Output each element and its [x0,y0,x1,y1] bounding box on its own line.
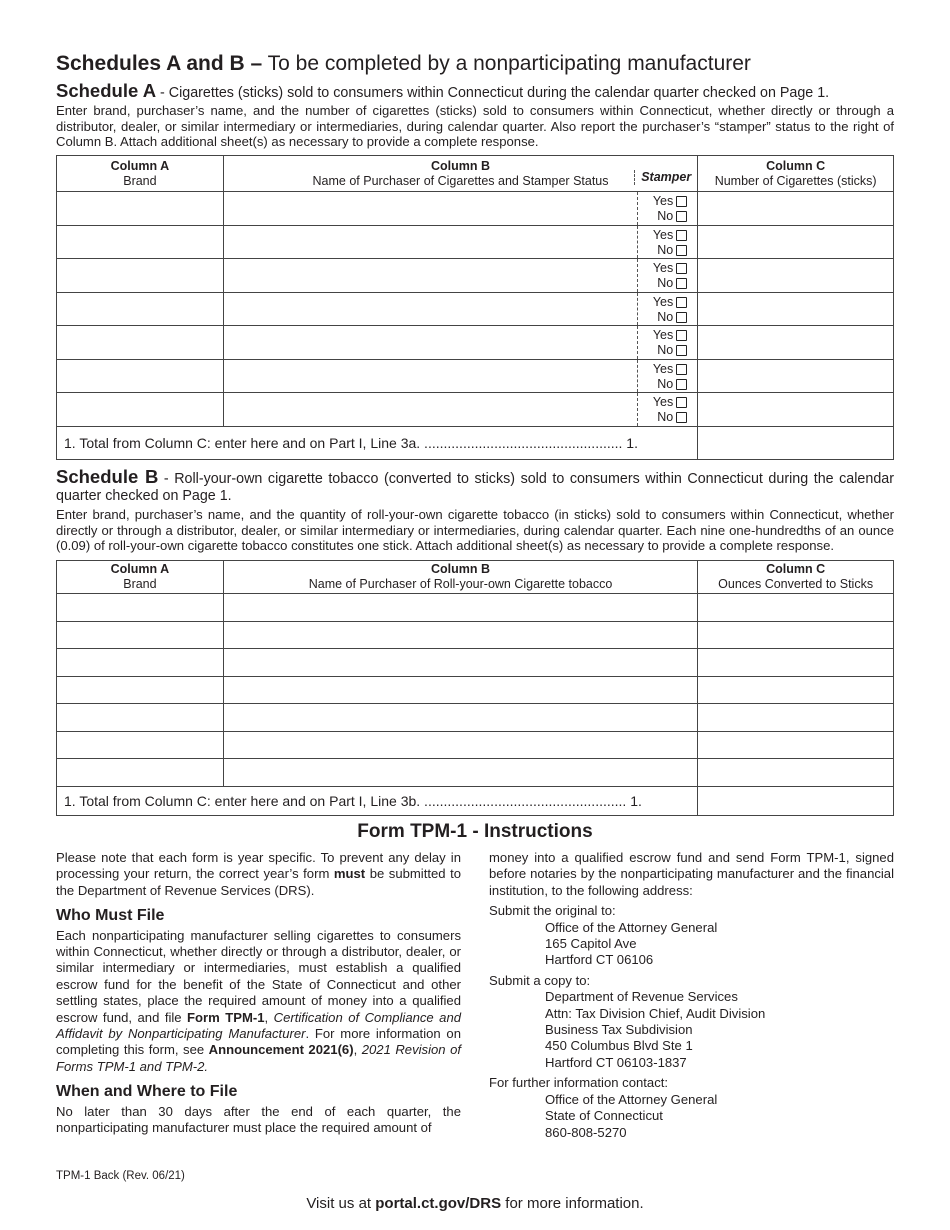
stamper-yes-option[interactable] [638,395,687,410]
when-where-text-continued: money into a qualified escrow fund and send Form TPM-1, signed before notaries by the nonparticipating manufacturer and the financial institution, to the following address: [489,850,894,898]
checkbox[interactable] [676,263,687,274]
col-a-header: Column A Brand [57,561,224,594]
instructions-left-column [56,850,461,1137]
col-c-header: Column C Number of Cigarettes (sticks) [698,156,894,192]
footer-visit: Visit us at portal.ct.gov/DRS for more information. [306,1195,644,1212]
brand-cell[interactable] [57,704,224,732]
ounces-cell[interactable] [698,649,894,677]
purchaser-cell[interactable] [223,359,697,393]
checkbox[interactable] [676,330,687,341]
stamper-status [637,360,697,393]
checkbox[interactable] [676,397,687,408]
checkbox[interactable] [676,312,687,323]
address-line: 450 Columbus Blvd Ste 1 [545,1038,693,1054]
stamper-yes-option[interactable] [638,194,687,209]
portal-link[interactable]: portal.ct.gov/DRS [375,1195,502,1212]
stamper-no-option[interactable] [638,377,687,392]
stamper-status [637,259,697,292]
table-row [57,704,894,732]
checkbox[interactable] [676,278,687,289]
stamper-no-label: No [657,276,674,290]
when-where-heading: When and Where to File [56,1083,238,1101]
brand-cell[interactable] [57,259,224,293]
brand-cell[interactable] [57,649,224,677]
ounces-cell[interactable] [698,676,894,704]
checkbox[interactable] [676,211,687,222]
brand-cell[interactable] [57,621,224,649]
stamper-no-option[interactable] [638,276,687,291]
brand-cell[interactable] [57,393,224,427]
checkbox[interactable] [676,412,687,423]
checkbox[interactable] [676,379,687,390]
purchaser-cell[interactable] [223,594,697,622]
table-row [57,621,894,649]
purchaser-cell[interactable] [223,649,697,677]
table-row [57,731,894,759]
table-row [57,393,894,427]
cigarette-count-cell[interactable] [698,393,894,427]
year-note: Please note that each form is year specific. To prevent any delay in processing your return, the correct year’s form must be submitted to the Department of Revenue Services (DRS). [56,850,461,898]
address-line: State of Connecticut [545,1108,663,1124]
table-row [57,326,894,360]
copy-address: Submit a copy to: Department of Revenue Services Attn: Tax Division Chief, Audit Division Business Tax Subdivision 450 Columbus Blvd Ste 1 Hartford CT 06103-1837 [489,973,894,1071]
purchaser-cell[interactable] [223,759,697,787]
schedule-a-intro: Enter brand, purchaser’s name, and the number of cigarettes (sticks) sold to consumers within Connecticut, whether directly or through a distributor, dealer, or similar intermediary or intermediaries, during calendar quarter. Also report the purchaser’s “stamper” status to the right of Column B. Attach additional sheet(s) as necessary to provide a complete response. [56,103,894,149]
instructions-right-column [489,850,894,1141]
stamper-no-option[interactable] [638,209,687,224]
when-where-text: No later than 30 days after the end of each quarter, the nonparticipating manufacturer must place the required amount of [56,1103,461,1136]
brand-cell[interactable] [57,225,224,259]
stamper-yes-label: Yes [652,227,674,242]
purchaser-cell[interactable] [223,225,697,259]
brand-cell[interactable] [57,292,224,326]
purchaser-cell[interactable] [223,292,697,326]
checkbox[interactable] [676,196,687,207]
address-line: Business Tax Subdivision [545,1022,693,1038]
ounces-cell[interactable] [698,731,894,759]
stamper-status [637,326,697,359]
stamper-no-option[interactable] [638,310,687,325]
checkbox[interactable] [676,345,687,356]
brand-cell[interactable] [57,192,224,226]
purchaser-cell[interactable] [223,326,697,360]
stamper-status [637,293,697,326]
stamper-yes-label: Yes [652,361,674,376]
total-label: 1. Total from Column C: enter here and on Part I, Line 3a. ................................................... 1. [57,426,698,459]
ounces-cell[interactable] [698,759,894,787]
checkbox[interactable] [676,297,687,308]
checkbox[interactable] [676,230,687,241]
stamper-no-label: No [657,343,674,357]
cigarette-count-cell[interactable] [698,359,894,393]
col-c-header: Column C Ounces Converted to Sticks [698,561,894,594]
ounces-cell[interactable] [698,594,894,622]
brand-cell[interactable] [57,676,224,704]
address-line: Hartford CT 06106 [545,952,654,968]
purchaser-cell[interactable] [223,393,697,427]
schedule-a-heading: Schedule A - Cigarettes (sticks) sold to consumers within Connecticut during the calendar quarter checked on Page 1. [56,80,830,101]
stamper-yes-label: Yes [652,294,674,309]
purchaser-cell[interactable] [223,731,697,759]
cigarette-count-cell[interactable] [698,292,894,326]
table-row [57,676,894,704]
stamper-no-label: No [657,410,674,424]
brand-cell[interactable] [57,759,224,787]
schedule-b-table [56,560,894,816]
table-row [57,359,894,393]
stamper-no-option[interactable] [638,343,687,358]
total-label: 1. Total from Column C: enter here and on Part I, Line 3b. .................................................... 1. [57,786,698,815]
cigarette-count-cell[interactable] [698,192,894,226]
stamper-no-option[interactable] [638,410,687,425]
total-value-cell[interactable] [698,426,894,459]
stamper-yes-option[interactable] [638,228,687,243]
stamper-no-option[interactable] [638,243,687,258]
stamper-no-label: No [657,376,674,391]
ounces-cell[interactable] [698,704,894,732]
address-line: Attn: Tax Division Chief, Audit Division [545,1005,766,1021]
total-row [57,426,894,459]
address-line: 860-808-5270 [545,1124,627,1140]
total-value-cell[interactable] [698,786,894,815]
address-line: Department of Revenue Services [545,989,738,1005]
brand-cell[interactable] [57,359,224,393]
schedule-a-table [56,155,894,460]
cigarette-count-cell[interactable] [698,225,894,259]
stamper-no-label: No [657,209,674,223]
contact-info: For further information contact: Office of the Attorney General State of Connecticut 860-808-5270 [489,1075,894,1141]
table-row [57,225,894,259]
stamper-yes-label: Yes [652,194,674,208]
purchaser-cell[interactable] [223,676,697,704]
original-address: Submit the original to: Office of the Attorney General 165 Capitol Ave Hartford CT 06106 [489,903,894,969]
total-row [57,786,894,815]
stamper-yes-label: Yes [652,328,674,342]
page-title: Schedules A and B – To be completed by a nonparticipating manufacturer [56,52,751,75]
purchaser-cell[interactable] [223,259,697,293]
who-must-file-text: Each nonparticipating manufacturer selling cigarettes to consumers within Connecticut, whether directly or through a distributor, dealer, or similar intermediary or intermediaries, must establish a qualified escrow fund for the benefit of the State of Connecticut and other settling states, place the required amount of money into a qualified escrow fund, and file Form TPM-1, Certification of Compliance and Affidavit by Nonparticipating Manufacturer. For more information on completing this form, see Announcement 2021(6), 2021 Revision of Forms TPM-1 and TPM-2. [56,927,462,1074]
schedule-b-intro: Enter brand, purchaser’s name, and the quantity of roll-your-own cigarette tobacco (in sticks) sold to consumers within Connecticut, whether directly or through a distributor, dealer, or similar intermediary or intermediaries, during calendar quarter. Each nine one-hundredths of an ounce (0.09) of roll-your-own cigarette tobacco constitutes one stick. Attach additional sheet(s) as necessary to provide a complete response. [56,507,894,553]
address-line: Office of the Attorney General [545,1091,718,1107]
address-line: Hartford CT 06103-1837 [545,1054,687,1070]
stamper-status [637,226,697,259]
table-row [57,259,894,293]
checkbox[interactable] [676,364,687,375]
stamper-status [637,393,697,426]
stamper-yes-option[interactable] [638,362,687,377]
stamper-no-label: No [657,309,674,324]
purchaser-cell[interactable] [223,192,697,226]
brand-cell[interactable] [57,326,224,360]
stamper-no-label: No [657,242,674,257]
col-b-header: Column B Name of Purchaser of Roll-your-own Cigarette tobacco [223,561,697,594]
purchaser-cell[interactable] [223,621,697,649]
form-id: TPM-1 Back (Rev. 06/21) [56,1170,185,1182]
brand-cell[interactable] [57,731,224,759]
purchaser-cell[interactable] [223,704,697,732]
stamper-yes-option[interactable] [638,295,687,310]
who-must-file-heading: Who Must File [56,907,165,925]
stamper-header: Stamper [634,170,691,185]
table-row [57,192,894,226]
table-row [57,759,894,787]
cigarette-count-cell[interactable] [698,259,894,293]
col-b-header: Column B Name of Purchaser of Cigarettes and Stamper Status Stamper [223,156,697,192]
stamper-yes-label: Yes [652,395,674,409]
stamper-yes-option[interactable] [638,328,687,343]
col-a-header: Column A Brand [57,156,224,192]
stamper-yes-option[interactable] [638,261,687,276]
schedule-b-heading: Schedule B - Roll-your-own cigarette tobacco (converted to sticks) sold to consumers within Connecticut during the calendar quarter checked on Page 1. [56,466,894,504]
checkbox[interactable] [676,245,687,256]
instructions-title: Form TPM-1 - Instructions [357,821,593,842]
brand-cell[interactable] [57,594,224,622]
stamper-status [637,192,697,225]
address-line: Office of the Attorney General [545,919,718,935]
address-line: 165 Capitol Ave [545,936,637,952]
ounces-cell[interactable] [698,621,894,649]
table-row [57,649,894,677]
cigarette-count-cell[interactable] [698,326,894,360]
table-row [57,292,894,326]
stamper-yes-label: Yes [652,261,674,275]
table-row [57,594,894,622]
